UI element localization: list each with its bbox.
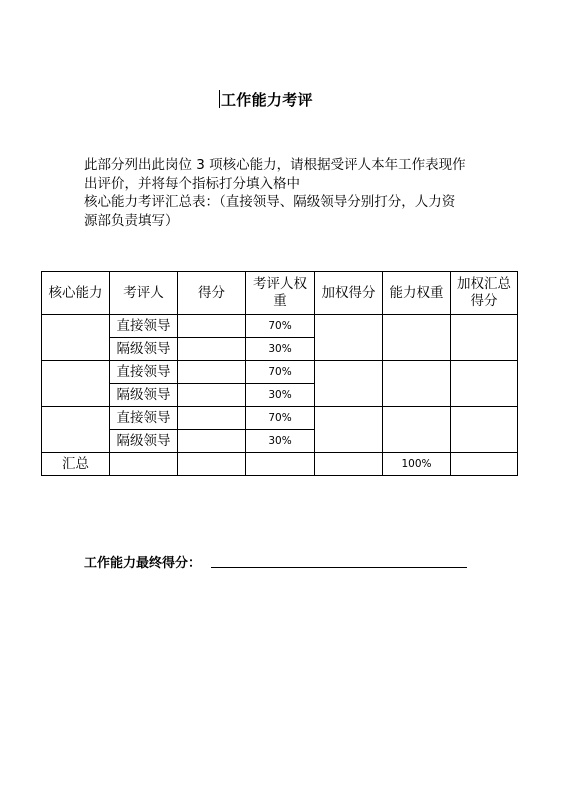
score-cell[interactable] (178, 407, 246, 430)
weighted-score-cell[interactable] (315, 315, 383, 361)
header-evaluator-weight-line1: 考评人权 (253, 276, 307, 292)
weight-cell: 70% (246, 361, 315, 384)
table-row (42, 361, 518, 384)
ability-weight-cell[interactable] (383, 361, 451, 407)
table-row (42, 407, 518, 430)
evaluator-cell: 隔级领导 (110, 338, 178, 361)
header-weighted-summary (451, 272, 518, 315)
intro-line-3: 核心能力考评汇总表：（直接领导、隔级领导分别打分，人力资 (84, 194, 456, 210)
evaluator-cell: 直接领导 (110, 407, 178, 430)
weight-cell: 70% (246, 407, 315, 430)
header-weighted-summary-line1: 加权汇总 (457, 276, 511, 292)
intro-line-2: 出评价，并将每个指标打分填入格中 (84, 175, 300, 192)
total-score-cell[interactable] (178, 453, 246, 476)
intro-paragraph (84, 156, 484, 230)
ability-weight-cell[interactable] (383, 315, 451, 361)
intro-line-4: 源部负责填写） (84, 212, 179, 229)
final-score-label: 工作能力最终得分： (84, 556, 202, 571)
final-score-blank-line[interactable] (211, 567, 467, 568)
table-row (42, 315, 518, 338)
total-evaluator-cell[interactable] (110, 453, 178, 476)
header-score: 得分 (178, 272, 246, 315)
text-cursor (219, 90, 220, 108)
weighted-score-cell[interactable] (315, 407, 383, 453)
weighted-summary-cell[interactable] (451, 315, 518, 361)
intro-line-1: 此部分列出此岗位 3 项核心能力，请根据受评人本年工作表现作 (84, 157, 466, 173)
evaluator-cell: 直接领导 (110, 361, 178, 384)
header-weighted-score: 加权得分 (315, 272, 383, 315)
evaluator-cell: 隔级领导 (110, 430, 178, 453)
ability-cell[interactable] (42, 315, 110, 361)
score-cell[interactable] (178, 384, 246, 407)
weighted-score-cell[interactable] (315, 361, 383, 407)
weight-cell: 70% (246, 315, 315, 338)
header-evaluator-weight-line2: 重 (273, 293, 287, 309)
total-weighted-summary-cell[interactable] (451, 453, 518, 476)
weight-cell: 30% (246, 430, 315, 453)
header-ability-weight: 能力权重 (383, 272, 451, 315)
score-cell[interactable] (178, 315, 246, 338)
evaluator-cell: 直接领导 (110, 315, 178, 338)
weighted-summary-cell[interactable] (451, 361, 518, 407)
total-label: 汇总 (42, 453, 110, 476)
ability-cell[interactable] (42, 361, 110, 407)
evaluator-cell: 隔级领导 (110, 384, 178, 407)
weight-cell: 30% (246, 338, 315, 361)
header-weighted-summary-line2: 得分 (470, 293, 498, 309)
ability-cell[interactable] (42, 407, 110, 453)
table-header-row (42, 272, 518, 315)
ability-weight-cell[interactable] (383, 407, 451, 453)
total-weighted-score-cell[interactable] (315, 453, 383, 476)
total-ability-weight: 100% (383, 453, 451, 476)
total-row (42, 453, 518, 476)
header-evaluator-weight (246, 272, 315, 315)
page-title: 工作能力考评 (221, 91, 313, 109)
score-cell[interactable] (178, 430, 246, 453)
score-cell[interactable] (178, 338, 246, 361)
score-cell[interactable] (178, 361, 246, 384)
evaluation-table (41, 271, 518, 476)
header-evaluator: 考评人 (110, 272, 178, 315)
header-core-ability: 核心能力 (42, 272, 110, 315)
weighted-summary-cell[interactable] (451, 407, 518, 453)
weight-cell: 30% (246, 384, 315, 407)
total-weight-cell[interactable] (246, 453, 315, 476)
